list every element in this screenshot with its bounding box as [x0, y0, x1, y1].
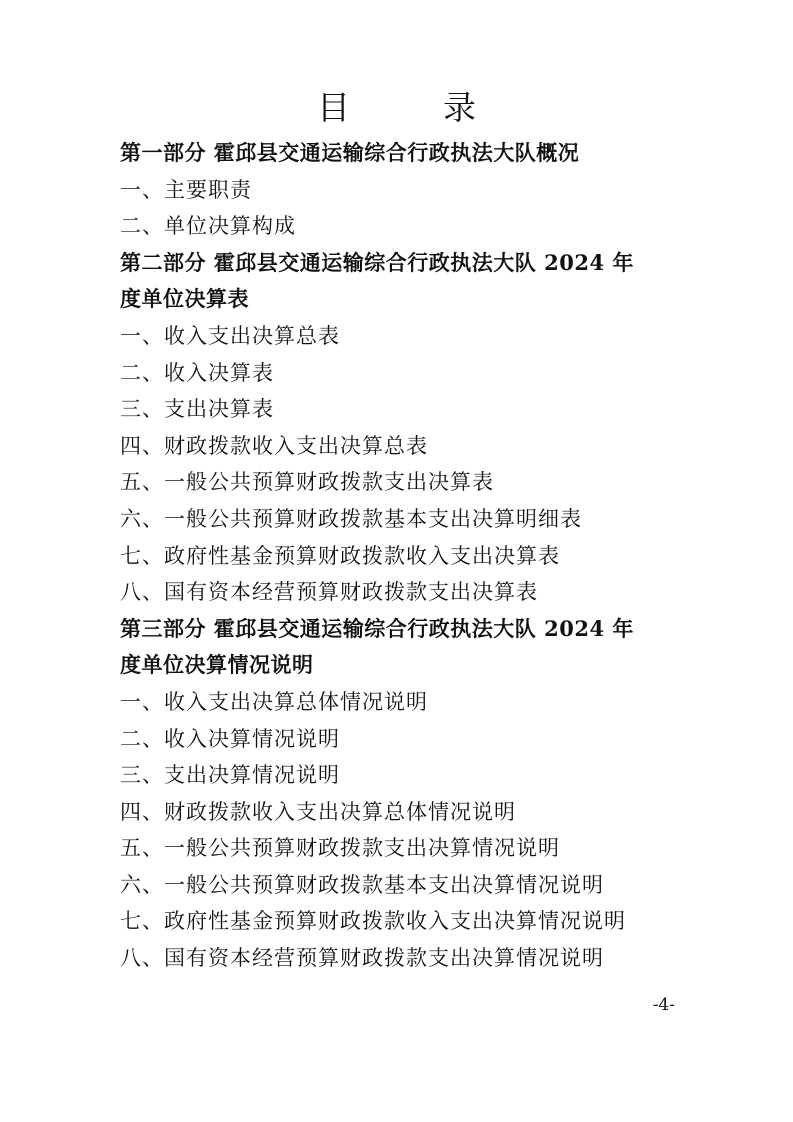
toc-part-heading: 第一部分 霍邱县交通运输综合行政执法大队概况: [120, 140, 580, 165]
toc-part-heading: 度单位决算情况说明: [120, 652, 314, 678]
toc-item: 八、国有资本经营预算财政拨款支出决算情况说明: [120, 946, 604, 971]
toc-item: 四、财政拨款收入支出决算总表: [120, 433, 428, 458]
toc-part-heading: 第二部分 霍邱县交通运输综合行政执法大队 2024 年: [120, 249, 634, 275]
toc-item: 一、收入支出决算总表: [120, 323, 340, 348]
page-title: 目 录: [317, 88, 506, 127]
page-number: -4-: [652, 995, 675, 1015]
toc-item: 二、收入决算情况说明: [120, 726, 340, 751]
toc-item: 三、支出决算表: [120, 397, 274, 422]
toc-item: 三、支出决算情况说明: [120, 763, 340, 788]
table-of-contents: [120, 135, 680, 977]
toc-part-heading: 第三部分 霍邱县交通运输综合行政执法大队 2024 年: [120, 615, 634, 641]
toc-item: 五、一般公共预算财政拨款支出决算表: [120, 470, 494, 495]
toc-item: 七、政府性基金预算财政拨款收入支出决算表: [120, 543, 560, 568]
toc-item: 八、国有资本经营预算财政拨款支出决算表: [120, 580, 538, 605]
toc-item: 七、政府性基金预算财政拨款收入支出决算情况说明: [120, 909, 626, 934]
toc-item: 二、收入决算表: [120, 360, 274, 385]
toc-item: 五、一般公共预算财政拨款支出决算情况说明: [120, 836, 560, 861]
toc-item: 六、一般公共预算财政拨款基本支出决算明细表: [120, 506, 582, 531]
toc-item: 四、财政拨款收入支出决算总体情况说明: [120, 799, 516, 824]
toc-item: 二、单位决算构成: [120, 214, 296, 239]
toc-item: 一、主要职责: [120, 177, 252, 202]
toc-item: 一、收入支出决算总体情况说明: [120, 689, 428, 714]
toc-item: 六、一般公共预算财政拨款基本支出决算情况说明: [120, 872, 604, 897]
toc-part-heading: 度单位决算表: [120, 286, 249, 312]
